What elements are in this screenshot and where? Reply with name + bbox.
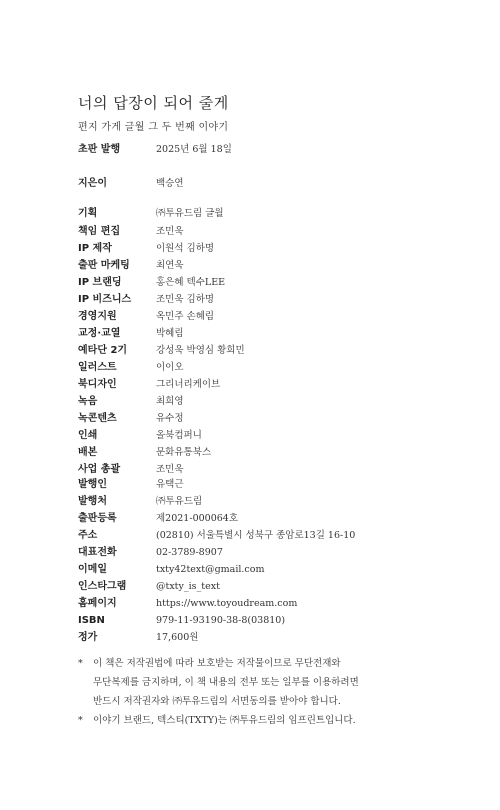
credit-label: 경영지원: [78, 311, 117, 322]
asterisk-mark: *: [78, 715, 83, 726]
note-text: 이 책은 저작권법에 따라 보호받는 저작물이므로 무단전재와 무단복제를 금지하며, 이 책 내용의 전부 또는 일부를 이용하려면 반드시 저작권자와 ㈜투유드림의 서면동의를 받아야 합니다.: [93, 658, 359, 707]
publisher-info-value: (02810) 서울특별시 성북구 종암로13길 16-10: [156, 530, 356, 541]
publisher-info-value: 유택근: [156, 479, 184, 490]
credit-label: 교정·교열: [78, 328, 121, 339]
credit-value: 조민욱: [156, 464, 184, 475]
credit-label: 사업 총괄: [78, 464, 121, 475]
copyright-notes: [78, 654, 438, 730]
credit-value: 옥민주 손혜림: [156, 311, 215, 322]
credit-label: IP 브랜딩: [78, 277, 122, 288]
credit-label: IP 제작: [78, 243, 112, 254]
book-subtitle: 편지 가게 글월 그 두 번째 이야기: [78, 122, 229, 133]
credit-value: 강성욱 박영심 황희민: [156, 345, 245, 356]
credit-label: 기획: [78, 208, 98, 219]
note-text: 이야기 브랜드, 텍스티(TXTY)는 ㈜투유드림의 임프린트입니다.: [93, 715, 356, 726]
credit-value: 박혜림: [156, 328, 184, 339]
credit-label: 녹음: [78, 396, 98, 407]
publisher-info-label: 이메일: [78, 564, 107, 575]
credit-label: IP 비즈니스: [78, 294, 132, 305]
credit-value: 조민욱: [156, 226, 184, 237]
publisher-info-value: txty42text@gmail.com: [156, 564, 265, 575]
credit-label: 예타단 2기: [78, 345, 128, 356]
credit-value: 올북컴퍼니: [156, 430, 202, 441]
credit-value: 홍은혜 텍수LEE: [156, 277, 226, 288]
credit-label: 북디자인: [78, 379, 117, 390]
publisher-info-label: 출판등록: [78, 513, 117, 524]
credit-value: 이이오: [156, 362, 184, 373]
credit-label: 책임 편집: [78, 226, 121, 237]
book-title: 너의 답장이 되어 줄게: [78, 94, 229, 112]
credit-value: 조민욱 김하명: [156, 294, 215, 305]
credit-value: 최희영: [156, 396, 184, 407]
credit-value: 최연욱: [156, 260, 184, 271]
publisher-info-label: 발행인: [78, 479, 107, 490]
publisher-info-value: 제2021-000064호: [156, 513, 239, 524]
credit-label: 인쇄: [78, 430, 98, 441]
credit-value: 유수정: [156, 413, 184, 424]
credit-label: 녹콘텐츠: [78, 413, 117, 424]
credit-label: 배본: [78, 447, 98, 458]
publisher-info-value: @txty_is_text: [156, 581, 220, 592]
copyright-note: [78, 654, 438, 711]
imprint-note: [78, 711, 438, 730]
publisher-info-value: https://www.toyoudream.com: [156, 598, 298, 609]
publisher-info-label: ISBN: [78, 615, 105, 626]
author-label: 지은이: [78, 178, 107, 189]
credit-value: 이원석 김하명: [156, 243, 215, 254]
publisher-info-value: ㈜투유드림: [156, 496, 203, 507]
credit-label: 일러스트: [78, 362, 117, 373]
publisher-info-value: 979-11-93190-38-8(03810): [156, 615, 286, 626]
publisher-info-label: 발행처: [78, 496, 107, 507]
author-value: 백승연: [156, 178, 184, 189]
publisher-info-label: 주소: [78, 530, 98, 541]
publisher-info-value: 17,600원: [156, 632, 199, 643]
first-edition-value: 2025년 6월 18일: [156, 144, 232, 155]
credit-label: 출판 마케팅: [78, 260, 130, 271]
publisher-info-label: 대표전화: [78, 547, 117, 558]
credit-value: 문화유통북스: [156, 447, 212, 458]
publisher-info-label: 인스타그램: [78, 581, 127, 592]
publisher-info-value: 02-3789-8907: [156, 547, 223, 558]
publisher-info-label: 정가: [78, 632, 98, 643]
asterisk-mark: *: [78, 658, 83, 669]
credit-value: ㈜투유드림 글월: [156, 208, 224, 219]
first-edition-label: 초판 발행: [78, 144, 121, 155]
publisher-info-label: 홈페이지: [78, 598, 117, 609]
credit-value: 그리너리케이브: [156, 379, 221, 390]
